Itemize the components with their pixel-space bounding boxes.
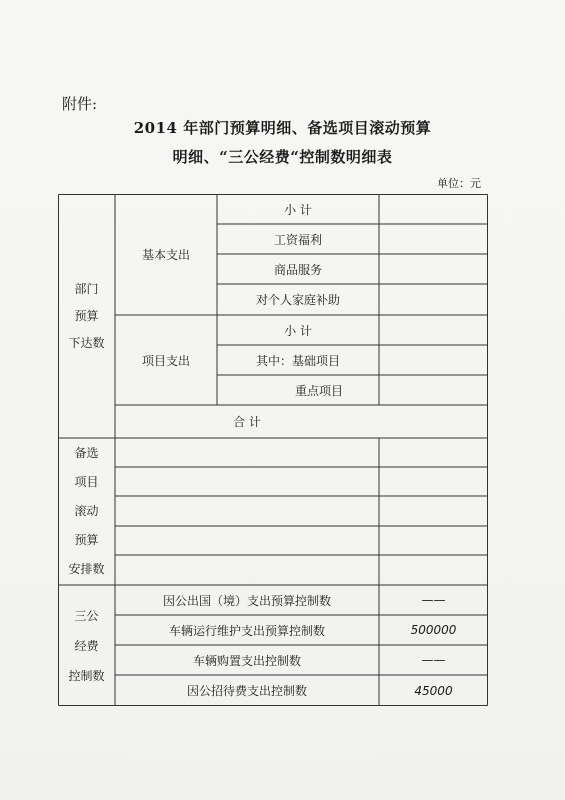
- three-public-funds-label: [58, 585, 115, 706]
- reserve-label-line: 安排数: [68, 562, 105, 576]
- vehicle-operation-label: 车辆运行维护支出预算控制数: [168, 623, 325, 638]
- goods-services-label: 商品服务: [273, 262, 322, 277]
- vehicle-purchase-value: ——: [421, 653, 446, 667]
- unit-label: 单位：元: [437, 177, 481, 190]
- reserve-label-line: 预算: [74, 533, 99, 547]
- title-line-2: 明细、“三公经费“控制数明细表: [172, 148, 393, 166]
- title-line-1: 2014 年部门预算明细、备选项目滚动预算: [133, 119, 432, 137]
- household-subsidy-label: 对个人家庭补助: [255, 293, 340, 307]
- dept-budget-label-line: 下达数: [68, 335, 105, 350]
- salary-welfare-label: 工资福利: [273, 232, 322, 247]
- budget-table: [58, 194, 488, 706]
- attachment-label: 附件:: [62, 95, 98, 113]
- basic-expenditure-label: 基本支出: [141, 248, 190, 262]
- basic-projects-label: 其中：基础项目: [255, 353, 340, 368]
- dept-budget-label-line: 预算: [74, 308, 99, 323]
- reserve-projects-label: [58, 438, 115, 585]
- project-subtotal-label: 小 计: [284, 323, 312, 338]
- vehicle-purchase-label: 车辆购置支出控制数: [192, 653, 301, 668]
- dept-budget-label-line: 部门: [74, 281, 99, 296]
- reception-expense-label: 因公招待费支出控制数: [186, 684, 307, 698]
- overseas-travel-value: ——: [421, 593, 446, 607]
- reception-expense-value: 45000: [414, 683, 453, 698]
- project-expenditure-label: 项目支出: [141, 353, 190, 368]
- reserve-label-line: 项目: [74, 475, 99, 489]
- reserve-label-line: 滚动: [74, 504, 99, 518]
- three-public-label-line: 三公: [74, 608, 99, 623]
- key-projects-label: 重点项目: [294, 383, 343, 398]
- three-public-label-line: 经费: [74, 638, 99, 653]
- basic-subtotal-label: 小 计: [284, 202, 312, 217]
- overseas-travel-label: 因公出国（境）支出预算控制数: [162, 593, 331, 608]
- dept-budget-label: [58, 194, 115, 438]
- three-public-label-line: 控制数: [68, 668, 105, 683]
- total-label: 合 计: [233, 415, 261, 429]
- reserve-label-line: 备选: [74, 446, 99, 460]
- vehicle-operation-value: 500000: [410, 623, 457, 637]
